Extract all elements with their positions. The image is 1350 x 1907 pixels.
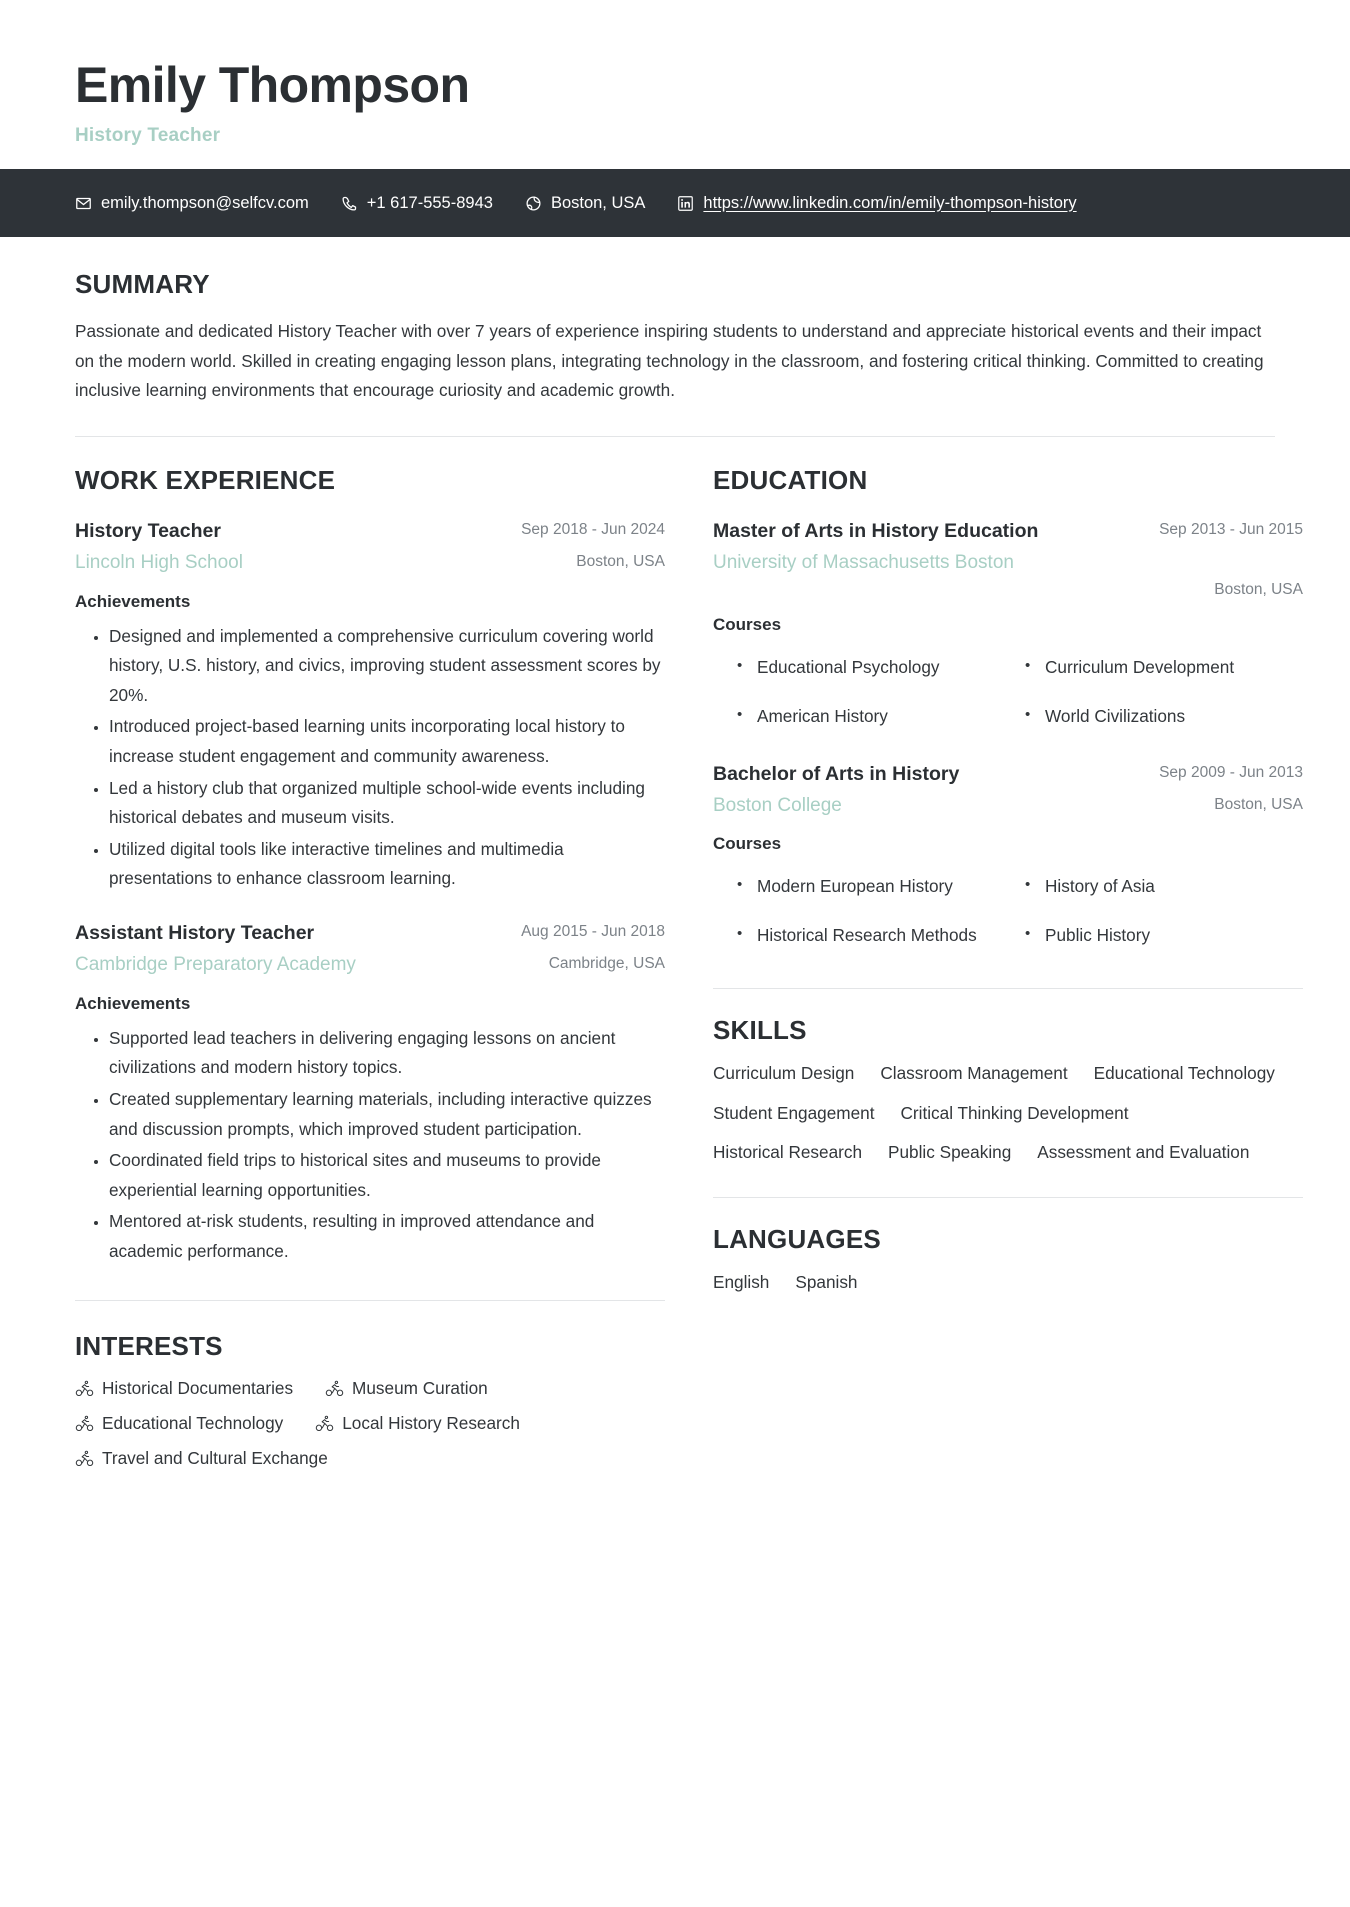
courses-grid — [713, 643, 1303, 741]
skill-item: Educational Technology — [1093, 1063, 1275, 1084]
summary-section — [75, 237, 1275, 406]
interest-label: Travel and Cultural Exchange — [102, 1448, 328, 1469]
work-experience-title: WORK EXPERIENCE — [75, 464, 336, 495]
candidate-job-title: History Teacher — [75, 125, 221, 146]
work-date: Sep 2018 - Jun 2024 — [521, 520, 665, 538]
course-item: • Curriculum Development — [1023, 643, 1303, 692]
work-entry-head — [75, 518, 665, 576]
education-degree: Master of Arts in History Education — [713, 519, 1039, 542]
work-entry — [75, 920, 665, 1267]
work-company: Cambridge Preparatory Academy — [75, 954, 356, 976]
interests-section — [75, 1301, 665, 1469]
course-item: • Educational Psychology — [735, 643, 1015, 692]
contact-location[interactable] — [525, 194, 645, 213]
contact-location-text: Boston, USA — [550, 193, 646, 212]
work-position: History Teacher — [75, 519, 221, 542]
education-school: University of Massachusetts Boston — [713, 552, 1014, 574]
main-columns — [75, 437, 1303, 1470]
achievement-item: • Coordinated field trips to historical sites and museums to provide experiential learning opportunities. — [109, 1146, 665, 1205]
skill-item: Historical Research — [713, 1142, 863, 1163]
contact-phone[interactable] — [341, 194, 493, 213]
course-item: • Modern European History — [735, 862, 1015, 911]
cycling-icon — [325, 1379, 344, 1398]
interest-item — [75, 1448, 328, 1469]
left-column — [75, 465, 665, 1470]
course-item: • American History — [735, 692, 1015, 741]
course-item: • Historical Research Methods — [735, 911, 1015, 960]
interest-label: Museum Curation — [352, 1378, 488, 1399]
education-degree: Bachelor of Arts in History — [713, 762, 960, 785]
languages-list — [713, 1269, 1303, 1297]
achievement-item: • Supported lead teachers in delivering engaging lessons on ancient civilizations and modern history topics. — [109, 1024, 665, 1083]
achievements-list — [75, 622, 665, 894]
contact-email-text: emily.thompson@selfcv.com — [101, 193, 309, 212]
achievement-item: • Introduced project-based learning units incorporating local history to increase student engagement and community awareness. — [109, 712, 665, 771]
skills-title: SKILLS — [713, 1015, 807, 1046]
summary-title: SUMMARY — [75, 269, 210, 299]
interest-label: Educational Technology — [102, 1413, 284, 1434]
courses-label: Courses — [713, 834, 782, 854]
languages-section — [713, 1198, 1303, 1297]
work-entry-head — [75, 920, 665, 978]
achievement-item: • Utilized digital tools like interactive timelines and multimedia presentations to enhance classroom learning. — [109, 835, 665, 894]
education-entry-head — [713, 518, 1303, 599]
education-location: Boston, USA — [1214, 580, 1303, 598]
work-entry — [75, 518, 665, 894]
education-location: Boston, USA — [1214, 795, 1303, 813]
skill-item: Public Speaking — [888, 1142, 1012, 1163]
achievements-label: Achievements — [75, 993, 191, 1013]
globe-icon — [525, 195, 542, 212]
summary-text: Passionate and dedicated History Teacher with over 7 years of experience inspiring students to understand and appreciate historical events and their impact on the modern world. Skilled in creating engaging lesson plans, integrating technology in the classroom, and fostering critical thinking. Committed to creating inclusive learning environments that encourage curiosity and academic growth. — [75, 321, 1264, 401]
course-item: • Public History — [1023, 911, 1303, 960]
skill-item: Curriculum Design — [713, 1063, 855, 1084]
course-item: • World Civilizations — [1023, 692, 1303, 741]
language-item: English — [713, 1271, 770, 1292]
interest-item — [75, 1378, 293, 1399]
achievements-label: Achievements — [75, 591, 191, 611]
courses-grid — [713, 862, 1303, 960]
cycling-icon — [75, 1379, 94, 1398]
courses-label: Courses — [713, 614, 782, 634]
skill-item: Assessment and Evaluation — [1037, 1142, 1250, 1163]
education-school: Boston College — [713, 794, 842, 816]
candidate-name: Emily Thompson — [75, 57, 470, 113]
work-position: Assistant History Teacher — [75, 921, 315, 944]
right-column — [713, 465, 1303, 1297]
phone-icon — [341, 195, 358, 212]
contact-linkedin-link[interactable]: https://www.linkedin.com/in/emily-thompson-history — [703, 193, 1077, 212]
achievement-item: • Created supplementary learning materials, including interactive quizzes and discussion prompts, which improved student participation. — [109, 1085, 665, 1144]
skill-item: Student Engagement — [713, 1102, 875, 1123]
skills-list — [713, 1060, 1303, 1167]
interest-label: Historical Documentaries — [102, 1378, 294, 1399]
cycling-icon — [315, 1414, 334, 1433]
education-date: Sep 2013 - Jun 2015 — [1159, 520, 1303, 538]
interest-item — [75, 1413, 283, 1434]
contact-phone-text: +1 617-555-8943 — [366, 193, 493, 212]
skill-item: Classroom Management — [880, 1063, 1068, 1084]
resume-body — [0, 237, 1350, 1469]
skill-item: Critical Thinking Development — [900, 1102, 1129, 1123]
education-date: Sep 2009 - Jun 2013 — [1159, 763, 1303, 781]
languages-title: LANGUAGES — [713, 1223, 881, 1254]
work-company: Lincoln High School — [75, 552, 243, 574]
course-item: • History of Asia — [1023, 862, 1303, 911]
interest-label: Local History Research — [342, 1413, 520, 1434]
achievements-list — [75, 1024, 665, 1267]
achievement-item: • Designed and implemented a comprehensive curriculum covering world history, U.S. history, and civics, improving student assessment scores by 20%. — [109, 622, 665, 711]
interests-list — [75, 1378, 665, 1469]
work-location: Cambridge, USA — [548, 954, 665, 972]
education-entry-head — [713, 761, 1303, 819]
achievement-item: • Mentored at-risk students, resulting in improved attendance and academic performance. — [109, 1207, 665, 1266]
contact-email[interactable] — [75, 194, 309, 213]
education-title: EDUCATION — [713, 464, 868, 495]
work-date: Aug 2015 - Jun 2018 — [521, 922, 665, 940]
language-item: Spanish — [795, 1271, 858, 1292]
interest-item — [325, 1378, 488, 1399]
work-location: Boston, USA — [576, 552, 665, 570]
achievement-item: • Led a history club that organized multiple school-wide events including historical debates and museum visits. — [109, 774, 665, 833]
contact-linkedin[interactable] — [677, 194, 1076, 213]
cycling-icon — [75, 1414, 94, 1433]
envelope-icon — [75, 195, 92, 212]
education-entry — [713, 518, 1303, 741]
interest-item — [315, 1413, 520, 1434]
education-entry — [713, 761, 1303, 961]
interests-title: INTERESTS — [75, 1331, 223, 1362]
skills-section — [713, 989, 1303, 1167]
linkedin-icon — [677, 195, 694, 212]
contact-bar — [0, 169, 1350, 237]
resume-header — [0, 0, 1350, 169]
cycling-icon — [75, 1449, 94, 1468]
